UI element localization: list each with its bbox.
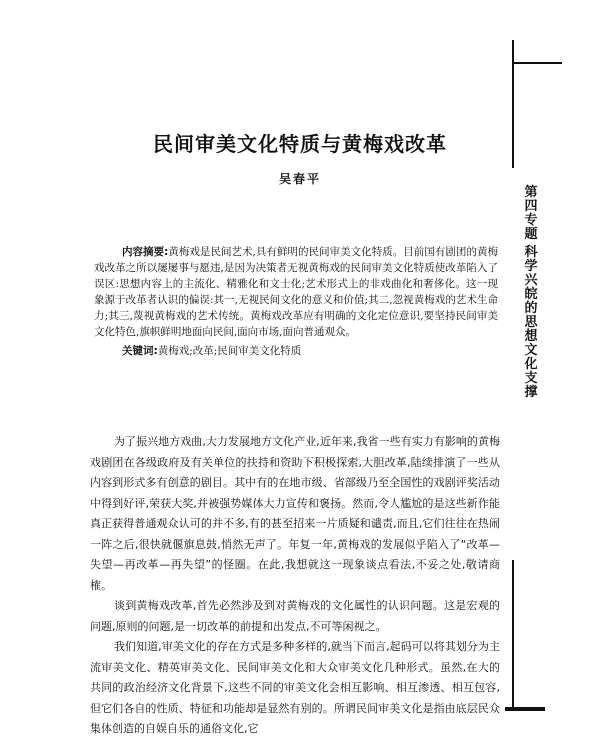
abstract-paragraph [94, 244, 498, 340]
abstract-text: 黄梅戏是民间艺术,具有鲜明的民间审美文化特质。目前国有剧团的黄梅戏改革之所以屡屡事与愿违,是因为决策者无视黄梅戏的民间审美文化特质使改革陷入了误区:思想内容上的主流化、精雅化和文士化;艺术形式上的非戏曲化和奢侈化。这一现象源于改革者认识的偏误:其一,无视民间文化的意义和价值;其二,忽视黄梅戏的艺术生命力;其三,蔑视黄梅戏的艺术传统。黄梅戏改革应有明确的文化定位意识,要坚持民间审美文化特色,旗帜鲜明地面向民间,面向市场,面向普通观众。 [94, 246, 498, 338]
abstract-block [94, 244, 498, 359]
top-horizontal-rule [512, 62, 562, 64]
sidebar-topic: 第四专题 [524, 185, 538, 242]
article-title: 民间审美文化特质与黄梅戏改革 [153, 132, 447, 156]
body-paragraph: 我们知道,审美文化的存在方式是多种多样的,就当下而言,起码可以将其划分为主流审美文化、精英审美文化、民间审美文化和大众审美文化几种形式。虽然,在大的共同的政治经济文化背景下,这些不同的审美文化会相互影响、相互渗透、相互包容,但它们各自的性质、特征和功能却是显然有别的。所谓民间审美文化是指由底层民众集体创造的自娱自乐的通俗文化,它 [90, 640, 500, 735]
body-paragraph: 为了振兴地方戏曲,大力发展地方文化产业,近年来,我省一些有实力有影响的黄梅戏剧团在各级政府及有关单位的扶持和资助下积极探索,大胆改革,陆续排演了一些从内容到形式多有创意的剧目。其中有的在地市级、省部级乃至全国性的戏剧评奖活动中得到好评,荣获大奖,并被强势媒体大力宣传和褒扬。然而,令人尴尬的是这些新作能真正获得普通观众认可的并不多,有的甚至招来一片质疑和谴责,而且,它们往往在热闹一阵之后,很快就偃旗息鼓,悄然无声了。年复一年,黄梅戏的发展似乎陷入了“改革—失望—再改革—再失望”的怪圈。在此,我想就这一现象谈点看法,不妥之处,敬请商榷。 [90, 435, 500, 592]
sidebar-column-label [520, 186, 542, 400]
abstract-label: 内容摘要: [122, 246, 169, 258]
keywords-label: 关键词: [122, 345, 158, 357]
keywords-text: 黄梅戏;改革;民间审美文化特质 [157, 345, 302, 357]
article-body [90, 432, 500, 740]
author-name: 吴春平 [278, 172, 321, 186]
body-paragraph: 谈到黄梅戏改革,首先必然涉及到对黄梅戏的文化属性的认识问题。这是宏观的问题,原则的问题,是一切改革的前提和出发点,不可等闲视之。 [90, 599, 500, 633]
keywords-line [94, 343, 498, 359]
sidebar-theme: 科学兴皖的思想文化支撑 [524, 245, 538, 400]
bottom-vertical-rule [512, 560, 514, 710]
bottom-rule-bar [505, 707, 545, 711]
